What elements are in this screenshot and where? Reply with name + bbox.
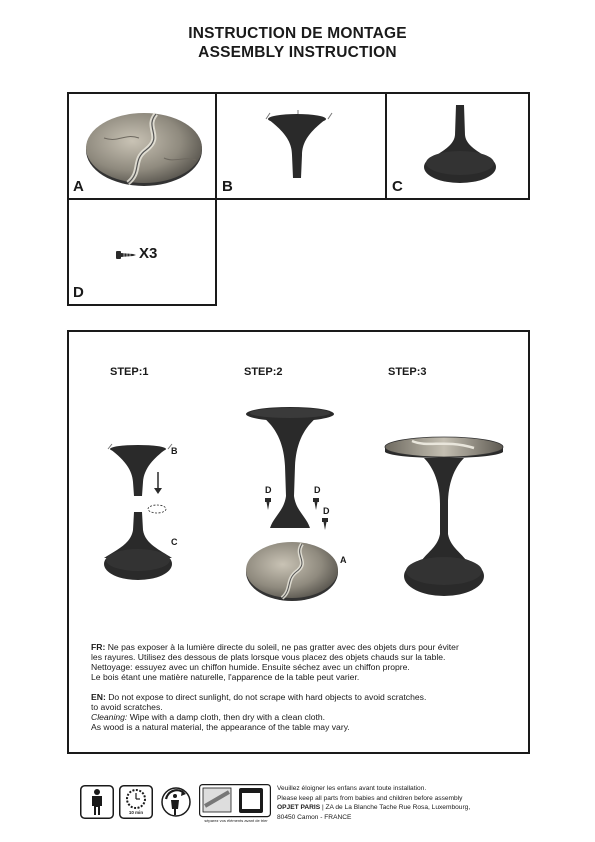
part-a-letter: A (73, 178, 84, 195)
note-fr-line1: FR: Ne pas exposer à la lumière directe du soleil, ne pas gratter avec des objets durs pour éviter (91, 642, 459, 652)
recycle-caption: séparez vos éléments avant de trier (204, 818, 268, 823)
recycling-info-icon (199, 784, 271, 820)
note-en-line1: EN: Do not expose to direct sunlight, do not scrape with hard objects to avoid scratches. (91, 692, 427, 702)
step3-label: STEP:3 (388, 366, 427, 378)
step1-label-b: B (171, 446, 178, 456)
clock-label: 10 min (128, 810, 144, 815)
title-fr: INSTRUCTION DE MONTAGE (188, 25, 407, 42)
step2-screw-1 (265, 498, 271, 510)
triman-recycling-icon (158, 785, 194, 819)
part-c-letter: C (392, 178, 403, 195)
step2-tabletop-label: A (340, 555, 347, 565)
warning-fr: Veuillez éloigner les enfans avant toute installation. (277, 785, 427, 792)
note-en-line4: As wood is a natural material, the appearance of the table may vary. (91, 722, 350, 732)
company-city: 80450 Camon - FRANCE (277, 813, 352, 821)
upper-pedestal-icon (262, 110, 332, 185)
part-d-letter: D (73, 284, 84, 301)
step2-screw-label-2: D (314, 485, 321, 495)
step2-label: STEP:2 (244, 366, 283, 378)
note-fr-line3: Nettoyage: essuyez avec un chiffon humide. Ensuite séchez avec un chiffon propre. (91, 662, 410, 672)
part-b-letter: B (222, 178, 233, 195)
screw-quantity: X3 (139, 245, 158, 262)
warning-en: Please keep all parts from babies and children before assembly (277, 794, 463, 802)
footer-info (277, 784, 537, 822)
company-address-line: OPJET PARIS | ZA de La Blanche Tache Rue Rosa, Luxembourg, (277, 804, 471, 812)
note-en-line2: to avoid scratches. (91, 702, 163, 712)
base-pedestal-icon (420, 105, 500, 185)
step2-screw-3 (322, 518, 328, 530)
step3-illustration (384, 434, 504, 599)
title-en: ASSEMBLY INSTRUCTION (198, 44, 397, 61)
one-person-icon (80, 785, 114, 819)
step2-screw-label-3: D (323, 506, 330, 516)
note-fr-line4: Le bois étant une matière naturelle, l'apparence de la table peut varier. (91, 672, 360, 682)
step1-illustration (100, 440, 190, 590)
note-fr-line2: les rayures. Utilisez des dessous de plats lorsque vous placez des objets chauds sur la table. (91, 652, 446, 662)
care-notes (91, 642, 531, 732)
step2-screw-2 (313, 498, 319, 510)
screw-icon (116, 250, 136, 260)
step2-illustration (244, 406, 354, 601)
step2-screw-label-1: D (265, 485, 272, 495)
note-en-line3: Cleaning: Wipe with a damp cloth, then dry with a clean cloth. (91, 712, 326, 722)
step1-label: STEP:1 (110, 366, 149, 378)
marble-tabletop-icon (84, 108, 204, 188)
step1-label-c: C (171, 537, 178, 547)
